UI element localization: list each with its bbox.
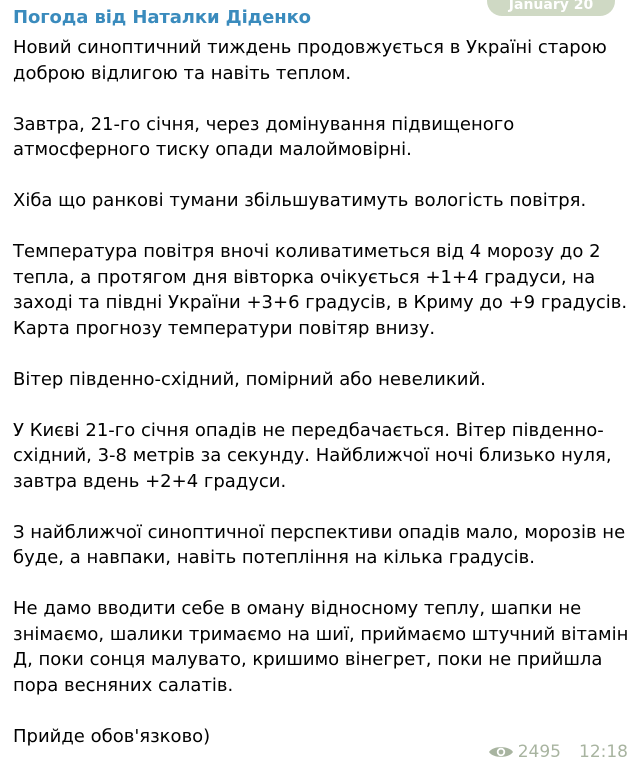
message-line: Хіба що ранкові тумани збільшуватимуть вологість повітря. xyxy=(13,190,587,211)
message-line: Температура повітря вночі коливатиметься від 4 морозу до 2 xyxy=(13,241,601,262)
message-line: доброю відлигою та навіть теплом. xyxy=(13,62,352,84)
message-paragraph xyxy=(13,188,627,214)
channel-title[interactable]: Погода від Наталки Діденко xyxy=(13,7,311,28)
message-meta xyxy=(488,741,628,763)
views-count: 2495 xyxy=(517,742,561,762)
message-line: З найближчої синоптичної перспективи опадів мало, морозів не xyxy=(13,521,626,543)
message-line: атмосферного тиску опади малоймовірні. xyxy=(13,139,412,160)
date-pill: January 20 xyxy=(487,0,615,16)
message-text xyxy=(13,35,627,768)
message-line: заході та півдні України +3+6 градусів, в Криму до +9 градусів. xyxy=(13,292,628,313)
message-paragraph xyxy=(13,596,627,698)
message-time: 12:18 xyxy=(579,742,628,762)
message-paragraph xyxy=(13,112,627,163)
message-line: Новий синоптичний тиждень продовжується в Україні старою xyxy=(13,37,607,58)
message-line: У Києві 21-го січня опадів не передбачається. Вітер південно- xyxy=(13,419,604,441)
message-line: буде, а навпаки, навіть потепління на кілька градусів. xyxy=(13,547,535,568)
message-paragraph xyxy=(13,239,627,341)
message-line: Д, поки сонця малувато, кришимо вінегрет, поки не прийшла xyxy=(13,649,603,670)
message-paragraph xyxy=(13,418,627,495)
message-line: знімаємо, шалики тримаємо на шиї, приймаємо штучний вітамін xyxy=(13,623,629,645)
message-line: пора весняних салатів. xyxy=(13,674,234,696)
message-line: Прийде обов'язково) xyxy=(13,725,211,747)
message-line: завтра вдень +2+4 градуси. xyxy=(13,470,287,492)
message-paragraph xyxy=(13,35,627,86)
message-paragraph xyxy=(13,520,627,571)
message-line: Завтра, 21-го січня, через домінування підвищеного xyxy=(13,113,515,135)
message-line: Карта прогнозу температури повітяр внизу. xyxy=(13,317,436,339)
message-line: східний, 3-8 метрів за секунду. Найближчої ночі близько нуля, xyxy=(13,445,612,466)
message-line: Не дамо вводити себе в оману відносному теплу, шапки не xyxy=(13,598,582,619)
eye-icon xyxy=(488,744,514,760)
message-paragraph xyxy=(13,367,627,393)
message-line: тепла, а протягом дня вівторка очікується +1+4 градуси, на xyxy=(13,266,596,288)
message-line: Вітер південно-східний, помірний або невеликий. xyxy=(13,368,486,390)
